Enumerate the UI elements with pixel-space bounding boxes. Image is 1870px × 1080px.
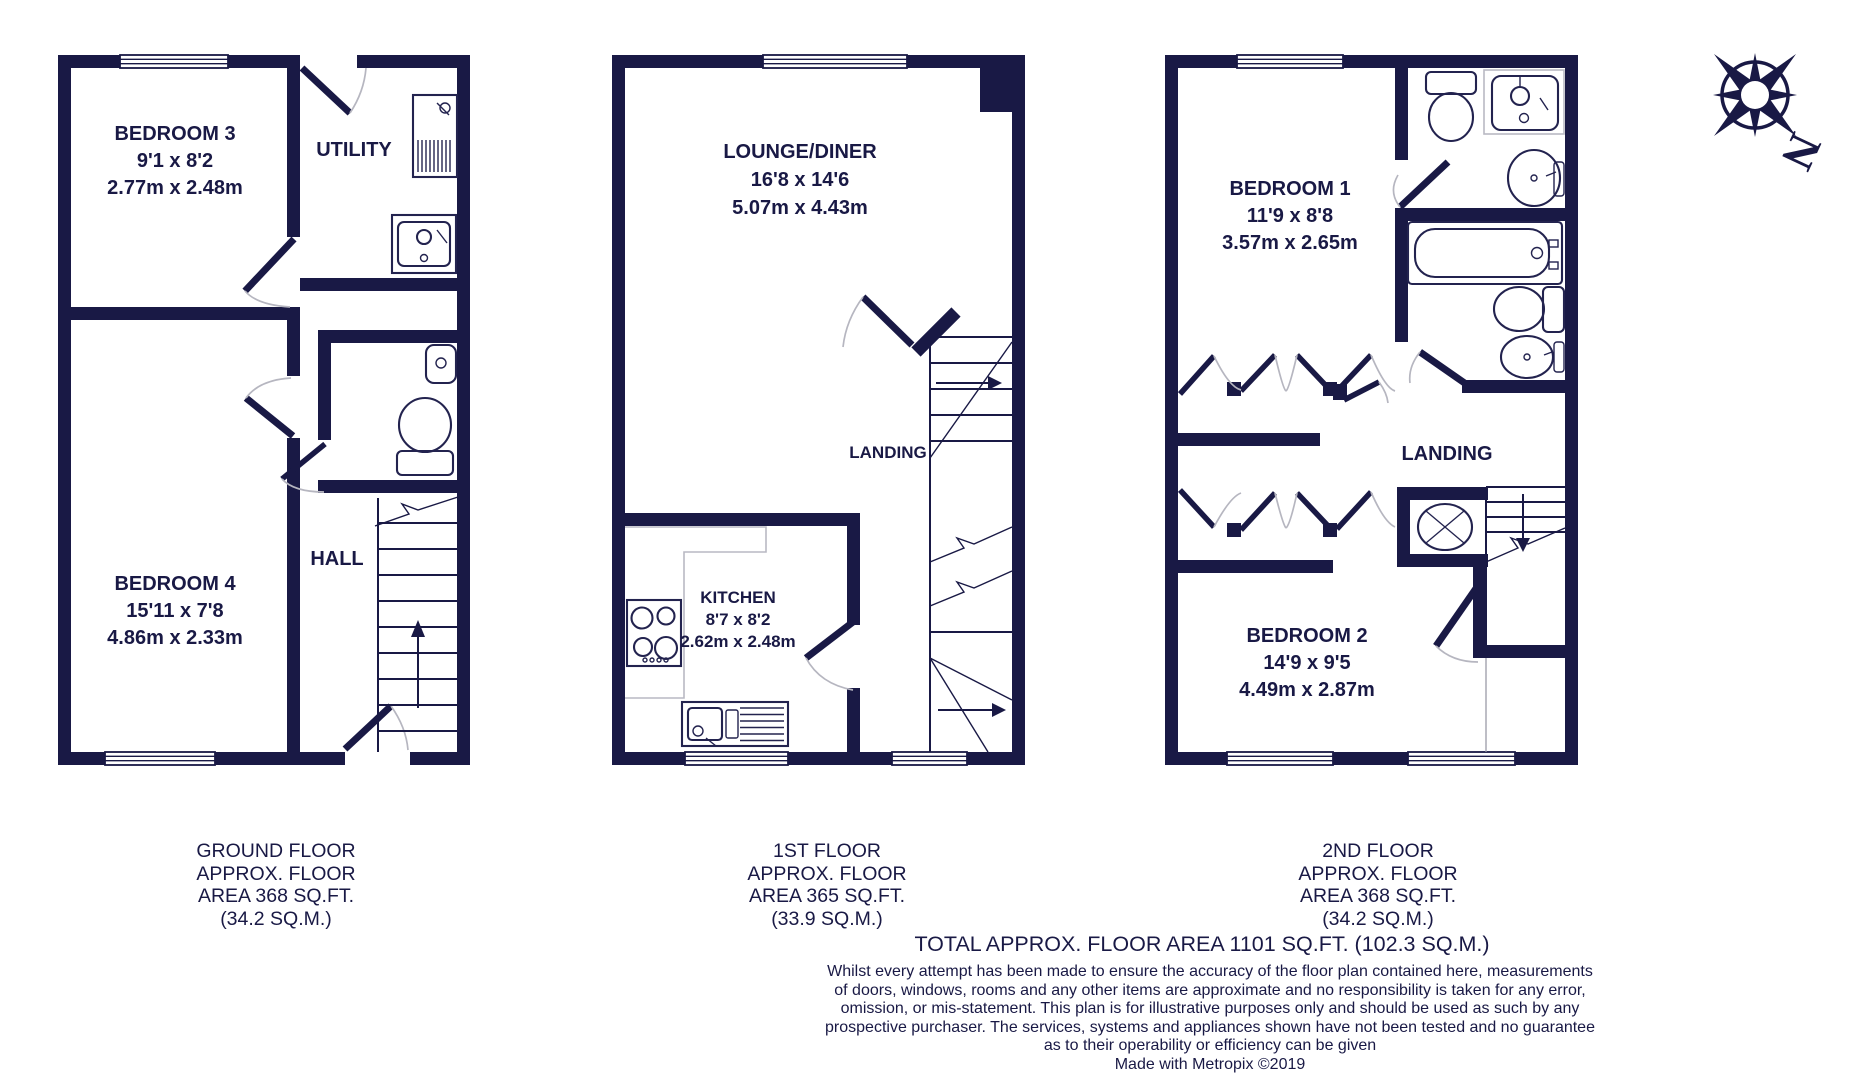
- disclaimer-line: Whilst every attempt has been made to ensure the accuracy of the floor plan contained here, measurements: [827, 963, 1593, 980]
- room-dims-m: 5.07m x 4.43m: [732, 197, 868, 219]
- basin-icon: [1508, 150, 1564, 206]
- hob-icon: [627, 600, 681, 666]
- window-icon: [685, 752, 788, 765]
- door-swing-icon: [302, 68, 366, 113]
- doors: [1344, 162, 1478, 662]
- floor-label-line: AREA 368 SQ.FT.: [197, 885, 355, 907]
- cupboard-doors: [1180, 490, 1395, 530]
- door-swing-icon: [843, 297, 912, 347]
- door-swing-icon: [1410, 352, 1466, 384]
- floor-area-labels: [196, 840, 1489, 956]
- floor-label-line: AREA 365 SQ.FT.: [748, 885, 906, 907]
- washing-machine-icon: [413, 95, 457, 177]
- floor-label-line: 2ND FLOOR: [1322, 840, 1434, 862]
- room-dims-m: 2.77m x 2.48m: [107, 177, 243, 199]
- floor-label-line: GROUND FLOOR: [196, 840, 356, 862]
- ensuite-fixtures: [1426, 70, 1564, 206]
- room-label-kitchen: KITCHEN: [700, 588, 776, 607]
- doors: [806, 297, 912, 690]
- window-icon: [120, 55, 228, 68]
- disclaimer-line: of doors, windows, rooms and any other items are approximate and no responsibility is taken for any error,: [834, 982, 1586, 999]
- disclaimer-line: as to their operability or efficiency can be given: [1043, 1037, 1377, 1054]
- door-swing-icon: [345, 706, 408, 750]
- ground-floor-area-label: [196, 840, 355, 930]
- room-label-utility: UTILITY: [316, 139, 392, 161]
- bathroom-fixtures: [1408, 222, 1564, 378]
- room-labels: [680, 141, 926, 651]
- floor-label-line: (34.2 SQ.M.): [1322, 908, 1434, 930]
- room-dims-ft: 8'7 x 8'2: [705, 610, 771, 629]
- second-floor-area-label: [1298, 840, 1457, 930]
- door-swing-icon: [246, 378, 293, 436]
- room-label-lounge-diner: LOUNGE/DINER: [723, 141, 877, 163]
- floor-label-line: AREA 368 SQ.FT.: [1299, 885, 1457, 907]
- window-icon: [763, 55, 907, 68]
- walls: [1165, 55, 1578, 765]
- second-floor-plan: [1165, 55, 1578, 765]
- window-icon: [1408, 752, 1515, 765]
- window-icon: [892, 752, 967, 765]
- first-floor-area-label: [747, 840, 906, 930]
- toilet-icon: [397, 398, 453, 475]
- stairs-icon: [930, 337, 1012, 752]
- basin-icon: [1501, 336, 1564, 378]
- room-dims-m: 4.49m x 2.87m: [1239, 679, 1375, 701]
- room-label-bedroom-4: BEDROOM 4: [114, 573, 236, 595]
- window-icon: [1227, 752, 1333, 765]
- sink-icon: [392, 215, 456, 273]
- bath-icon: [1408, 222, 1562, 284]
- compass-rose-icon: [1713, 53, 1832, 178]
- ground-floor-plan: [58, 55, 470, 765]
- floor-label-line: APPROX. FLOOR: [196, 863, 356, 885]
- floor-label-line: (33.9 SQ.M.): [771, 908, 883, 930]
- room-dims-m: 4.86m x 2.33m: [107, 627, 243, 649]
- room-dims-ft: 9'1 x 8'2: [136, 150, 214, 172]
- basin-icon: [1484, 70, 1564, 134]
- door-swing-icon: [1344, 382, 1388, 403]
- room-dims-ft: 16'8 x 14'6: [750, 169, 850, 191]
- room-label-bedroom-1: BEDROOM 1: [1229, 178, 1351, 200]
- floor-label-line: 1ST FLOOR: [772, 840, 882, 862]
- disclaimer-line: omission, or mis-statement. This plan is for illustrative purposes only and should be used as such by any: [840, 1000, 1580, 1017]
- door-swing-icon: [245, 239, 294, 307]
- door-swing-icon: [1436, 587, 1478, 662]
- total-floor-area: TOTAL APPROX. FLOOR AREA 1101 SQ.FT. (102.3 SQ.M.): [914, 932, 1490, 956]
- door-swing-icon: [806, 622, 853, 690]
- disclaimer: [825, 963, 1595, 1073]
- room-dims-ft: 15'11 x 7'8: [126, 600, 224, 622]
- room-dims-ft: 11'9 x 8'8: [1246, 205, 1334, 227]
- room-labels: [107, 123, 392, 649]
- kitchen-sink-icon: [682, 702, 788, 746]
- room-label-bedroom-3: BEDROOM 3: [114, 123, 236, 145]
- credit-line: Made with Metropix ©2019: [1114, 1056, 1306, 1073]
- door-swing-icon: [1393, 162, 1448, 207]
- hot-water-cylinder-icon: [1418, 504, 1472, 550]
- room-dims-m: 3.57m x 2.65m: [1222, 232, 1358, 254]
- first-floor-plan: [612, 55, 1025, 765]
- floor-label-line: APPROX. FLOOR: [1298, 863, 1458, 885]
- room-label-landing: LANDING: [849, 443, 927, 462]
- disclaimer-line: prospective purchaser. The services, systems and appliances shown have not been tested and no guarantee: [825, 1019, 1595, 1036]
- window-icon: [1237, 55, 1343, 68]
- stairs-icon: [1486, 487, 1565, 752]
- toilet-icon: [1426, 72, 1476, 141]
- toilet-icon: [1494, 287, 1564, 332]
- room-label-landing: LANDING: [1401, 443, 1493, 465]
- room-label-bedroom-2: BEDROOM 2: [1246, 625, 1368, 647]
- basin-icon: [426, 345, 456, 383]
- room-dims-ft: 14'9 x 9'5: [1263, 652, 1351, 674]
- floor-label-line: APPROX. FLOOR: [747, 863, 907, 885]
- window-icon: [105, 752, 215, 765]
- floor-label-line: (34.2 SQ.M.): [220, 908, 332, 930]
- room-label-hall: HALL: [310, 548, 364, 570]
- compass-north-label: N: [1771, 125, 1832, 178]
- room-dims-m: 2.62m x 2.48m: [680, 632, 796, 651]
